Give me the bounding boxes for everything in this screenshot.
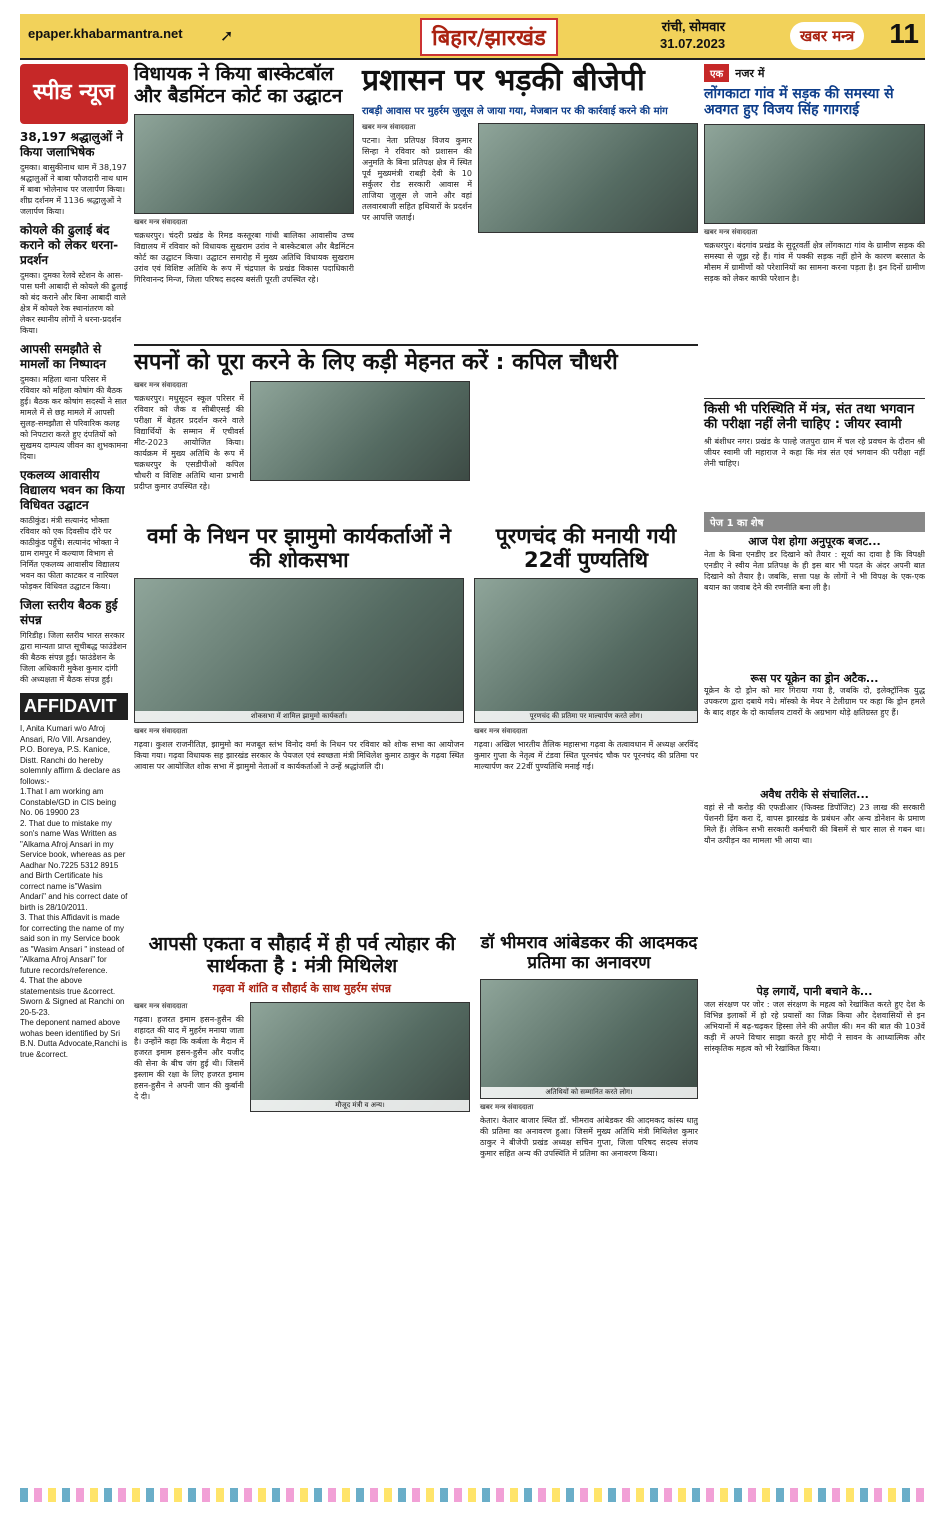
- byline: खबर मन्त्र संवाददाता: [480, 1103, 534, 1112]
- affidavit-body: I, Anita Kumari w/o Afroj Ansari, R/o Vill. Arsandey, P.O. Boreya, P.S. Kanice, Distt. Ranchi do hereby solemnly affirm & declare as follows:- 1.That I am working am Constable/GD in CIS being No. 06 19900 23 2. That due to mistake my son's name Was Written as "Alkama Afroj Ansari in my Service book, whereas as per Aadhar No.7225 5312 8915 and Birth Certificate his correct name is"Wasim Andari" and his correct date of birth is 28/10/2011. 3. That this Affidavit is made for correcting the name of my said son in my Service book as "Wasim Ansari " instead of "Alkama Afroj Ansari" for future records/reference. 4. That the above statementsis true &correct. Sworn & Signed at Ranchi on 20-5-23. The deponent named above wohas been identified by Sri B.N. Dutta Advocate,Ranchi is true &correct.: [20, 724, 128, 1059]
- headline: लोंगकाटा गांव में सड़क की समस्या से अवगत हुए विजय सिंह गागराई: [704, 86, 894, 119]
- brief-text: दुमका। दुमका रेलवे स्टेशन के आस-पास घनी आबादी से कोयले की ढुलाई को बंद कराने और बिना आबादी वाले क्षेत्र में कोयले रेक स्थानांतरण को लेकर स्थानीय लोगों ने धरना-प्रदर्शन किया।: [20, 271, 128, 335]
- brief-title: कोयले की ढुलाई बंद कराने को लेकर धरना-प्रदर्शन: [20, 223, 119, 267]
- section-title: पेज 1 का शेष: [704, 512, 925, 532]
- cont-text: जल संरक्षण पर जोर : जल संरक्षण के महत्व को रेखांकित करते हुए देश के विभिन्न इलाकों में हो रहे प्रयासों का जिक्र किया और देशवासियों से इन अभियानों में बढ़-चढ़कर हिस्सा लेने की अपील की। मन की बात की 103वें कड़ी में अपने विचार साझा करते हुए मोदी ने सावन के आध्यात्मिक और सांस्कृतिक महत्व को भी रेखांकित किया।: [704, 999, 925, 1053]
- headline: वर्मा के निधन पर झामुमो कार्यकर्ताओं ने की शोकसभा: [146, 524, 452, 573]
- story-bjp: [362, 64, 698, 305]
- right-column: [704, 64, 925, 1229]
- byline: खबर मन्त्र संवाददाता: [134, 1001, 188, 1010]
- brief-title: जिला स्तरीय बैठक हुई संपन्न: [20, 598, 118, 627]
- brief-text: दुमका। बासुकीनाथ धाम में 38,197 श्रद्धालुओं ने बाबा फौजदारी नाथ धाम में बाबा भोलेनाथ पर जलार्पण किया। शीघ्र दर्शनम में 1136 श्रद्धालुओं ने जलार्पण किया।: [20, 163, 128, 216]
- story-puranchand: [474, 524, 698, 859]
- brief-title: आपसी समझौते से मामलों का निष्पादन: [20, 342, 106, 371]
- cont-title: आज पेश होगा अनुपूरक बजट...: [748, 535, 881, 549]
- brief-item: [20, 223, 128, 336]
- headline: विधायक ने किया बास्केटबॉल और बैडमिंटन कोर्ट का उद्घाटन: [134, 63, 343, 107]
- cont-text: वहां से नौ करोड़ की एफडीआर (फिक्स्ड डिपॉजिट) 23 लाख की सरकारी पेंशनरी ढ़िंग करा दें, वापस झारखंड के प्रबंधन और अन्य डोनेशन के प्रमाण मिले हैं। लेकिन सभी सरकारी कर्मचारी की बिसमें से चार साल से गबन था। यौन उत्पीड़न का मामला भी आया था।: [704, 802, 925, 845]
- byline: खबर मन्त्र संवाददाता: [704, 228, 758, 237]
- headline: किसी भी परिस्थिति में मंत्र, संत तथा भगवान की परीक्षा नहीं लेनी चाहिए : जीयर स्वामी: [704, 398, 925, 433]
- headline: डॉ भीमराव आंबेडकर की आदमकद प्रतिमा का अनावरण: [480, 933, 698, 973]
- brand-logo: खबर मन्त्र: [790, 22, 864, 50]
- story-text: चक्रधरपुर। मधुसूदन स्कूल परिसर में रविवार को जैक व सीबीएसई की परीक्षा में बेहतर प्रदर्शन करने वाले विद्यार्थियों के सम्मान में एचीवर्स मीट-2023 आयोजित किया। कार्यक्रम में मुख्य अतिथि के रूप में चक्रधरपुर के एसडीपीओ कपिल चौधरी व विशिष्ट अतिथि थाना प्रभारी प्रदीप्त कुमार उपस्थित रहे।: [134, 394, 244, 492]
- headline: आपसी एकता व सौहार्द में ही पर्व त्योहार की सार्थकता है : मंत्री मिथिलेश: [148, 933, 456, 977]
- cont-title: पेड़ लगायें, पानी बचाने के...: [756, 984, 873, 998]
- story-muharram: [134, 934, 470, 1214]
- story-verma: [134, 524, 464, 859]
- story-photo: [250, 1002, 470, 1112]
- brief-title: 38,197 श्रद्धालुओं ने किया जलाभिषेक: [20, 130, 123, 159]
- main-column: [134, 64, 698, 1484]
- byline: खबर मन्त्र संवाददाता: [134, 727, 188, 736]
- headline: पूरणचंद की मनायी गयी 22वीं पुण्यतिथि: [495, 524, 677, 573]
- page-number: 11: [889, 18, 919, 49]
- byline: खबर मन्त्र संवाददाता: [134, 381, 188, 390]
- cont-title: अवैध तरीके से संचालित...: [760, 788, 869, 802]
- story-text: केतार। केतार बाजार स्थित डॉ. भीमराव आंबेडकर की आदमकद कांस्य धातु की प्रतिमा का अनावरण हुआ। जिसमें मुख्य अतिथि मंत्री मिथिलेश कुमार ठाकुर ने बीजेपी प्रखंड अध्यक्ष सचिन गुप्ता, जिला परिषद सदस्य संजय कुमार सहित अन्य की उपस्थिति में प्रतिमा का अनावरण किया।: [480, 1116, 698, 1159]
- brief-item: [20, 342, 128, 462]
- brief-text: गिरिडीह। जिला स्तरीय भारत सरकार द्वारा मान्यता प्राप्त सूचीबद्ध फाउंडेशन की बैठक संपन्न हुई। फाउंडेशन के जिला अधिकारी मुकेश कुमार दांगी की अध्यक्षता में बैठक संपन्न हुई।: [20, 631, 127, 684]
- brief-item: [20, 598, 128, 685]
- photo-caption: अतिथियों को सम्मानित करते लोग।: [481, 1087, 697, 1098]
- speed-news-logo: स्पीड न्यूज: [20, 64, 128, 124]
- masthead: [20, 14, 925, 60]
- story-text: चक्रधरपुर। चंदरी प्रखंड के रिमड कस्तूरबा गांधी बालिका आवासीय उच्च विद्यालय में रविवार को विधायक सुखराम उरांव ने बास्केटबाल और बैडमिंटन कोर्ट का उद्घाटन किया। उद्घाटन समारोह में मुख्य अतिथि विधायक सुखराम उरांव एवं विशिष्ट अतिथि के रूप में चंद्रपाल के प्रखंड विकास पदाधिकारी गिरिवानन्द मिन्ज, जिला परिषद सदस्य बसंती पूरती उपस्थित रहे।: [134, 230, 354, 284]
- date-block: [660, 18, 725, 52]
- story-photo: [480, 979, 698, 1099]
- story-text: पटना। नेता प्रतिपक्ष विजय कुमार सिन्हा ने रविवार को प्रशासन की अनुमति के बिना प्रतिपक्ष क्षेत्र में स्थित पूर्व मुख्यमंत्री राबड़ी देवी के 10 सर्कुलर रोड सरकारी आवास में ताजिया जुलूस ले जाने और वहां तलवारबाजी सहित हथियारों के प्रदर्शन पर आपत्ति जताई।: [362, 135, 472, 222]
- brief-title: एकलव्य आवासीय विद्यालय भवन का किया विधिवत उद्घाटन: [20, 468, 125, 512]
- headline: सपनों को पूरा करने के लिए कड़ी मेहनत करें : कपिल चौधरी: [134, 344, 698, 375]
- cont-text: यूक्रेन के दो ड्रोन को मार गिराया गया है, जबकि दो, इलेक्ट्रॉनिक युद्ध उपकरण द्वारा दबाये गये। मॉस्को के मेयर ने टेलीग्राम पर कहा कि ड्रोन हमले के बाद शहर के दो कार्यालय टावरों के अग्रभाग थोड़े क्षतिग्रस्त हुए हैं।: [704, 686, 925, 718]
- story-ambedkar: [480, 934, 698, 1265]
- issue-date: 31.07.2023: [660, 36, 726, 51]
- story-text: गढ़वा। हजरत इमाम हसन-हुसैन की शहादत की याद में मुहर्रम मनाया जाता है। उन्होंने कहा कि कर्बला के मैदान में हजरत इमाम हसन-हुसैन और यजीद की सेना के बीच जंग हुई थी। जिसमें इस्लाम की रक्षा के लिए हजरत इमाम हसन-हुसैन ने अपनी जान की कुर्बानी दे दी।: [134, 1014, 244, 1101]
- story-text: श्री बंशीधर नगर। प्रखंड के पाल्हे जतपुरा ग्राम में चल रहे प्रवचन के दौरान श्री जीयर स्वामी जी महाराज ने कहा कि मंत्र संत एवं भगवान की परीक्षा नहीं लेनी चाहिए।: [704, 437, 925, 469]
- left-column: [20, 64, 128, 1060]
- photo-caption: पूरणचंद की प्रतिमा पर माल्यार्पण करते लोग।: [475, 711, 697, 722]
- cont-text: नेता के बिना एनडीए डर दिखाने को तैयार : सूर्या का दावा है कि विपक्षी एनडीए ने स्वीय नेता प्रतिपक्ष के ही इस बार भी पदत के अंदर अपनी बात दिखाने को तैयार है। जबकि, सत्ता पक्ष के लोगों ने भी विपक्ष के एक-एक बयान का जवाब देने की रणनीति बना ली है।: [704, 549, 925, 592]
- affidavit-title: AFFIDAVIT: [20, 693, 128, 720]
- story-kapil: [134, 344, 698, 543]
- headline: प्रशासन पर भड़की बीजेपी: [362, 63, 645, 98]
- story-photo: [134, 578, 464, 723]
- story-photo: [704, 124, 925, 224]
- byline: खबर मन्त्र संवाददाता: [474, 727, 528, 736]
- footer-registration-strip: [20, 1488, 925, 1502]
- brief-text: काठीकुंड। मंत्री सत्यानंद भोक्ता रविवार को एक दिवसीय दौरे पर काठीकुंड पहुँचे। सत्यानंद भोक्ता ने ग्राम रामपुर में कल्याण विभाग से निर्मित एकलव्य आवासीय विद्यालय भवन का फीता काटकर व नारियल फोड़कर विधिवत उद्घाटन किया।: [20, 516, 120, 591]
- story-photo: [250, 381, 470, 481]
- brief-item: [20, 130, 128, 217]
- site-url[interactable]: epaper.khabarmantra.net: [28, 26, 183, 41]
- subhead: गढ़वा में शांति व सौहार्द के साथ मुहर्रम संपन्न: [212, 981, 392, 995]
- tag-title: नजर में: [735, 66, 765, 80]
- story-photo: [478, 123, 698, 233]
- story-text: गढ़वा। कुशल राजनीतिज्ञ, झामुमो का मजबूत स्तंभ विनोद वर्मा के निधन पर रविवार को शोक सभा का आयोजन किया गया। गढ़वा विधायक सह झारखंड सरकार के पेयजल एवं स्वच्छता मंत्री मिथिलेश कुमार ठाकुर के गढ़वा स्थित आवास पर आयोजित शोक सभा में झामुमो नेताओं व कार्यकर्ताओं ने उन्हें श्रद्धांजलि दी।: [134, 740, 464, 772]
- region-label: बिहार/झारखंड: [420, 18, 558, 56]
- photo-caption: मौजूद मंत्री व अन्य।: [251, 1100, 469, 1111]
- subhead: राबड़ी आवास पर मुहर्रम जुलूस ले जाया गया, मेजबान पर की कार्रवाई करने की मांग: [362, 105, 668, 117]
- story-text: गढ़वा। अखिल भारतीय तैलिक महासभा गढ़वा के तत्वावधान में अध्यक्ष अरविंद कुमार गुप्ता के नेतृत्व में टंडवा स्थित पूरनचंद चौक पर पूरनचंद की प्रतिमा पर माल्यार्पण कर 22वीं पुण्यतिथि मनाई गई।: [474, 740, 698, 772]
- story-basketball: [134, 64, 354, 310]
- byline: खबर मन्त्र संवाददाता: [134, 217, 188, 226]
- photo-caption: शोकसभा में शामिल झामुमो कार्यकर्ता।: [135, 711, 463, 722]
- city-day: रांची, सोमवार: [661, 19, 726, 34]
- cont-title: रूस पर यूक्रेन का ड्रोन अटैक...: [750, 671, 879, 685]
- byline: खबर मन्त्र संवाददाता: [362, 122, 416, 131]
- story-photo: [474, 578, 698, 723]
- story-text: चक्रधरपुर। बंदगांव प्रखंड के सुदूरवर्ती क्षेत्र लोंगकाटा गांव के ग्रामीण सड़क की समस्या से जूझ रहे हैं। गांव में पक्की सड़क नहीं होने के कारण बरसात के मौसम में ग्रामीणों को परेशानियों का सामना करना पड़ता है। इन दिनों ग्रामीण सड़क को लेकर काफी परेशान है।: [704, 241, 925, 284]
- brief-item: [20, 468, 128, 592]
- brief-text: दुमका। महिला थाना परिसर में रविवार को महिला कोषांग की बैठक हुई। बैठक कर कोषांग सदस्यों ने सात मामले में से छह मामले में आपसी सुलह-समझौता से परिवारिक कलह को निपटारा करते हुए दंपतियों को सुखमय दाम्पत्य जीवन का शुभकामना दिया।: [20, 375, 128, 461]
- story-photo: [134, 114, 354, 214]
- tag-ek: एक: [704, 64, 729, 82]
- cursor-icon: ➚: [220, 26, 234, 45]
